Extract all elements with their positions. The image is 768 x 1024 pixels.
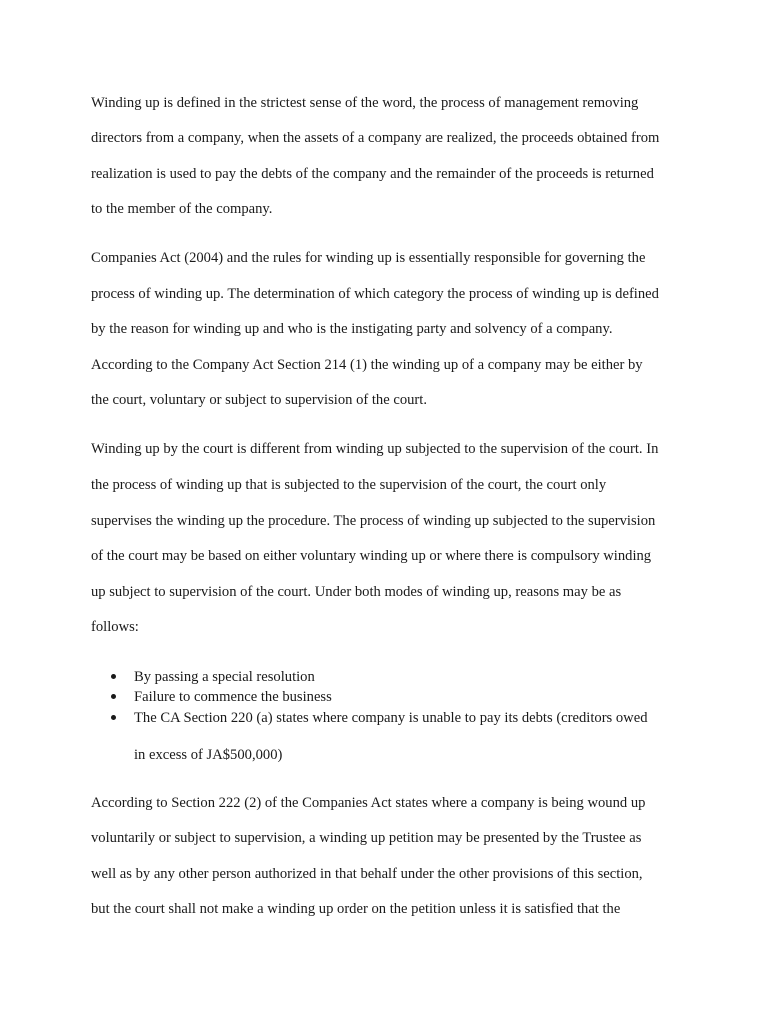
paragraph-line: to the member of the company. bbox=[91, 201, 273, 217]
bullet-icon bbox=[111, 694, 116, 699]
paragraph-line: According to Section 222 (2) of the Companies Act states where a company is being wound up bbox=[91, 795, 646, 811]
paragraph-line: directors from a company, when the assets of a company are realized, the proceeds obtained from bbox=[91, 130, 660, 146]
bullet-icon bbox=[111, 674, 116, 679]
list-item-text: in excess of JA$500,000) bbox=[134, 747, 283, 763]
paragraph-line: supervises the winding up the procedure. The process of winding up subjected to the supervision bbox=[91, 513, 656, 529]
bullet-icon bbox=[111, 715, 116, 720]
paragraph-line: process of winding up. The determination of which category the process of winding up is defined bbox=[91, 286, 659, 302]
paragraph-line: the court, voluntary or subject to supervision of the court. bbox=[91, 392, 427, 408]
list-item-text: By passing a special resolution bbox=[134, 669, 315, 685]
paragraph-line: of the court may be based on either voluntary winding up or where there is compulsory winding bbox=[91, 548, 652, 564]
paragraph-line: the process of winding up that is subjected to the supervision of the court, the court only bbox=[91, 477, 607, 493]
paragraph-line: realization is used to pay the debts of the company and the remainder of the proceeds is returned bbox=[91, 166, 654, 182]
paragraph-line: follows: bbox=[91, 619, 139, 635]
paragraph-line: According to the Company Act Section 214 (1) the winding up of a company may be either by bbox=[91, 357, 643, 373]
paragraph-line: Companies Act (2004) and the rules for winding up is essentially responsible for governing the bbox=[91, 250, 646, 266]
paragraph-line: up subject to supervision of the court. Under both modes of winding up, reasons may be as bbox=[91, 584, 622, 600]
paragraph-line: Winding up by the court is different from winding up subjected to the supervision of the court. In bbox=[91, 441, 659, 457]
paragraph-line: Winding up is defined in the strictest sense of the word, the process of management removing bbox=[91, 95, 639, 111]
list-item-text: The CA Section 220 (a) states where company is unable to pay its debts (creditors owed bbox=[134, 710, 648, 726]
paragraph-line: well as by any other person authorized in that behalf under the other provisions of this section, bbox=[91, 866, 643, 882]
list-item-text: Failure to commence the business bbox=[134, 689, 332, 705]
paragraph-line: voluntarily or subject to supervision, a winding up petition may be presented by the Trustee as bbox=[91, 830, 642, 846]
paragraph-line: but the court shall not make a winding up order on the petition unless it is satisfied that the bbox=[91, 901, 621, 917]
paragraph-line: by the reason for winding up and who is the instigating party and solvency of a company. bbox=[91, 321, 613, 337]
